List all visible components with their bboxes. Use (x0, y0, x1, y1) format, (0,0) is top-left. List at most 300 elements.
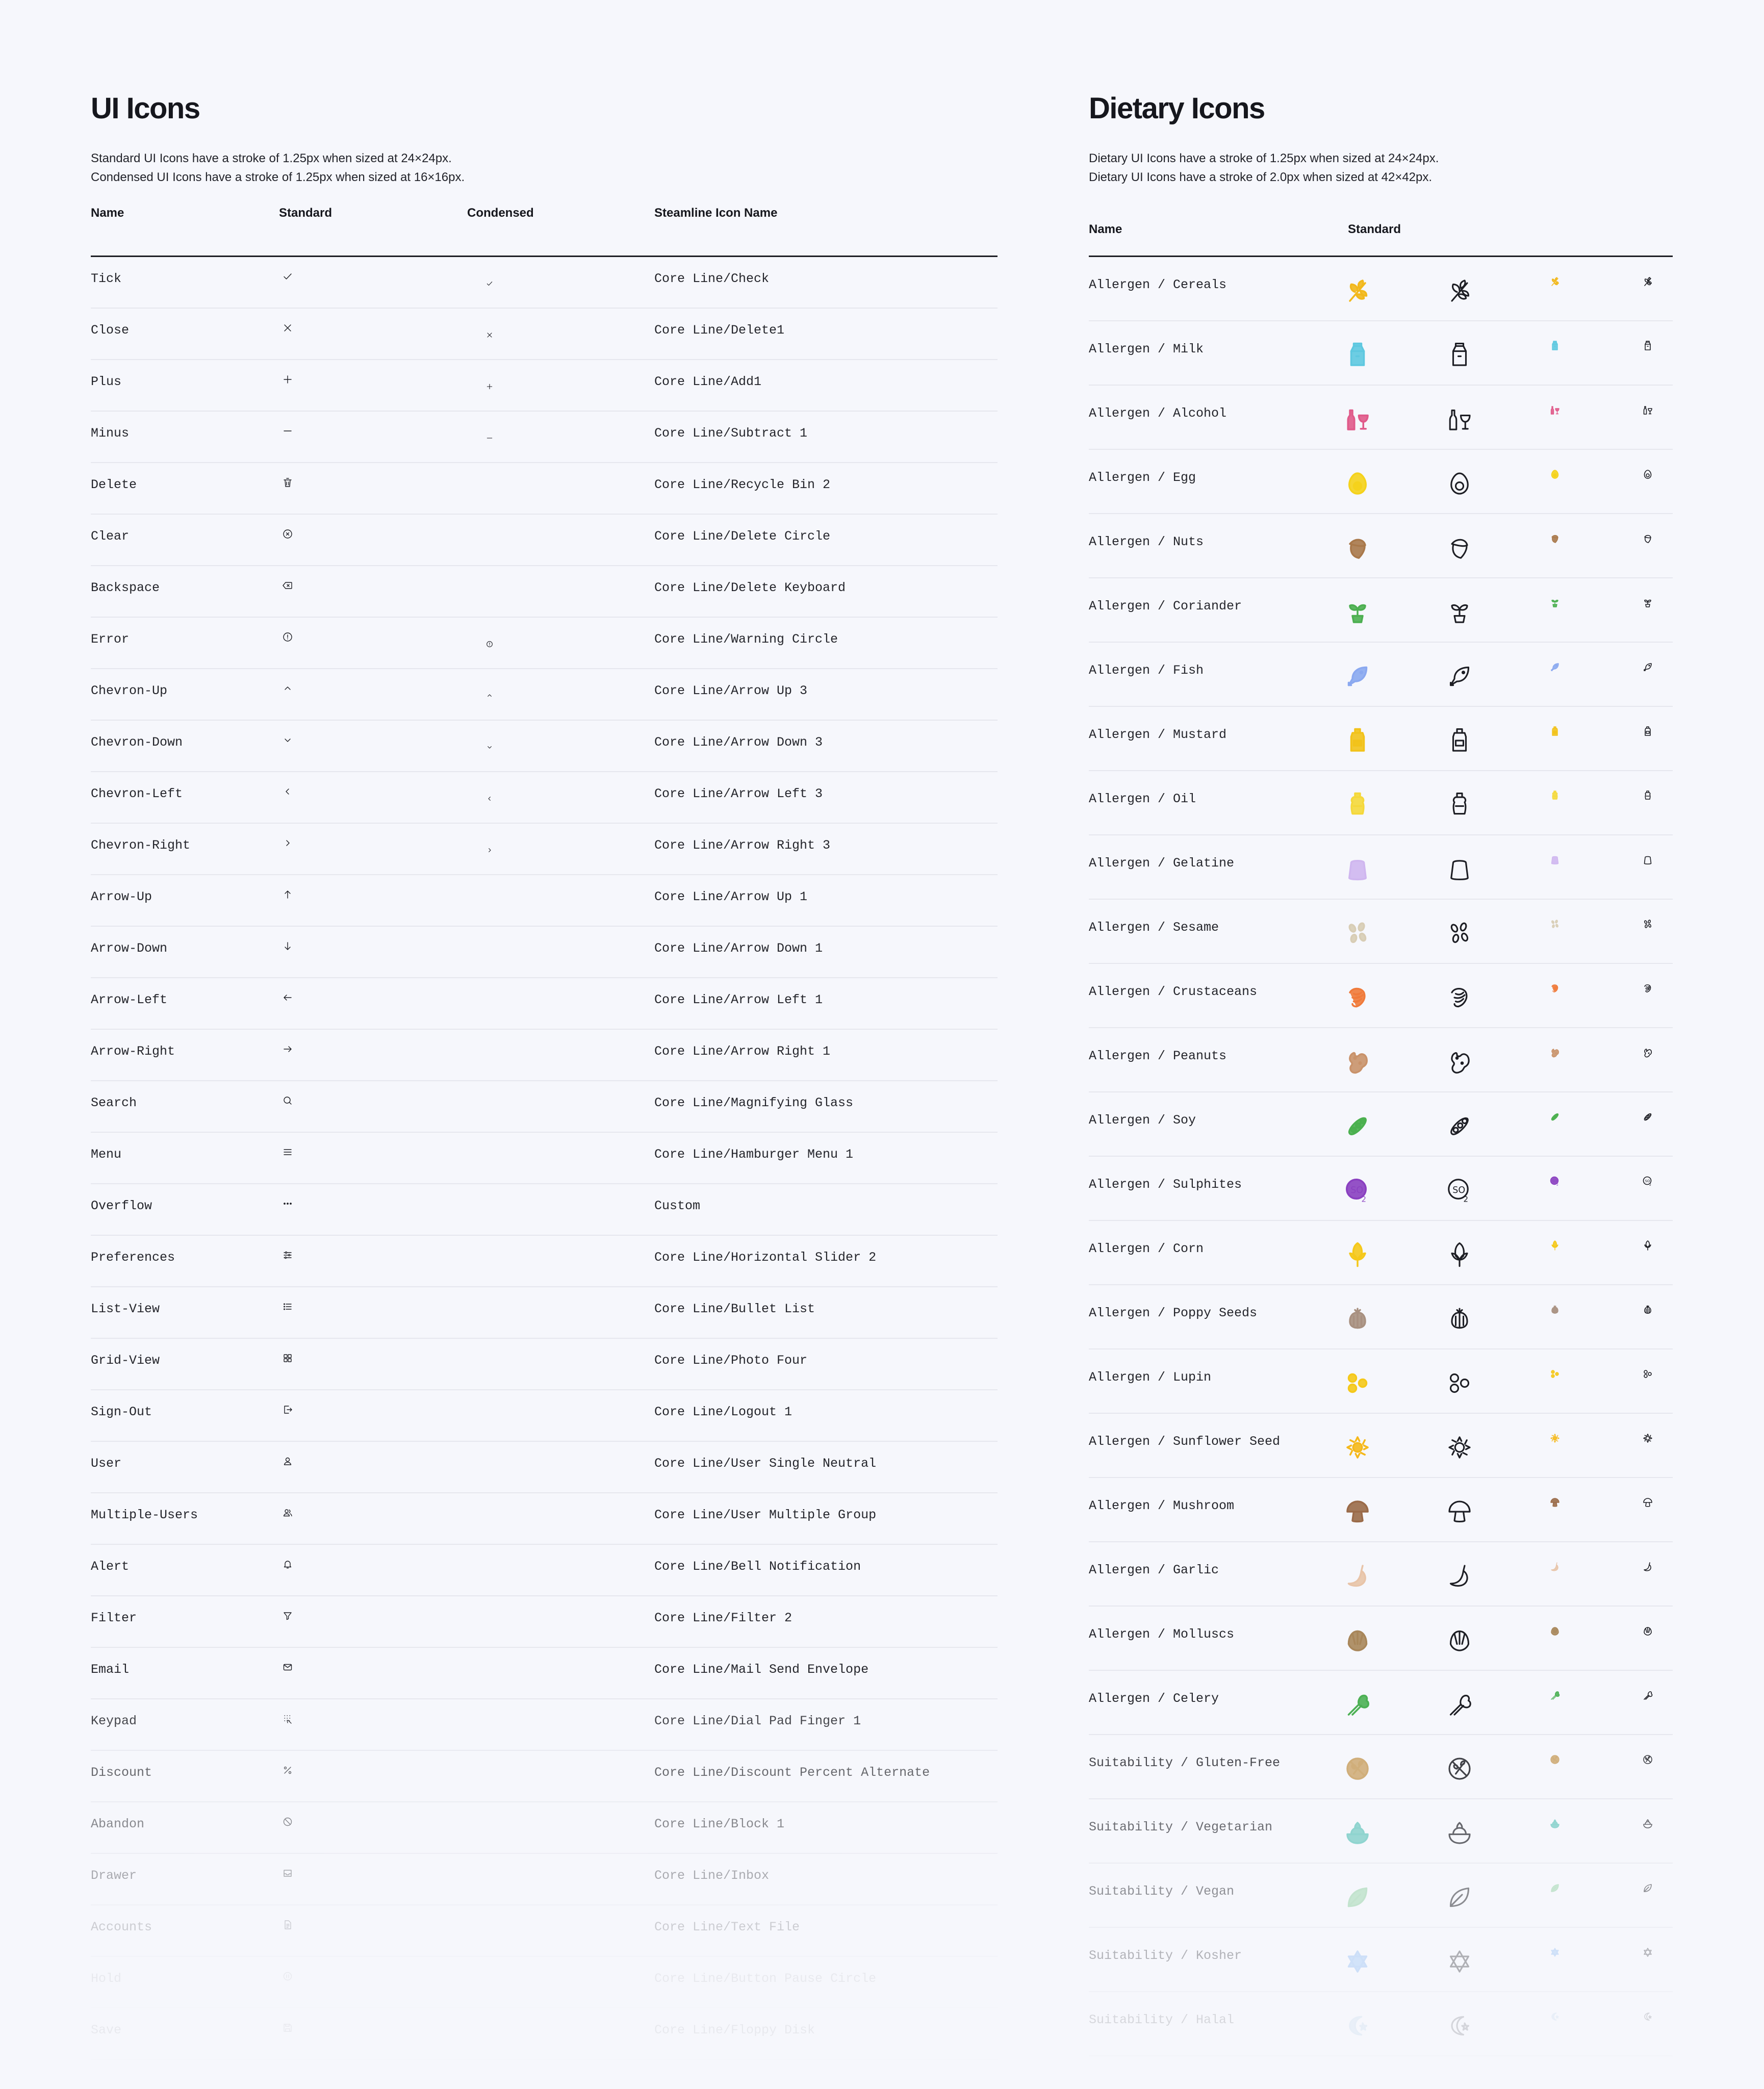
table-row (91, 1905, 998, 1957)
dietary-icons-table-body (1089, 257, 1673, 2056)
table-row (91, 2008, 998, 2060)
gluten-free-icon (1444, 1753, 1475, 1784)
soy-icon (1444, 1111, 1475, 1141)
corn-icon (1444, 1239, 1475, 1270)
crustaceans-icon (1549, 982, 1561, 995)
table-row (91, 669, 998, 721)
icon-name: Suitability / Vegan (1089, 1884, 1235, 1899)
gluten-free-icon (1342, 1753, 1373, 1784)
table-row (91, 978, 998, 1030)
icon-name: Allergen / Coriander (1089, 599, 1242, 614)
icon-name: Filter (91, 1611, 137, 1625)
vegan-icon (1342, 1882, 1373, 1913)
icon-name: Allergen / Sulphites (1089, 1177, 1242, 1192)
icon-name: Delete (91, 477, 137, 492)
steamline-icon-name: Core Line/Block 1 (654, 1817, 785, 1831)
vegetarian-icon (1444, 1818, 1475, 1848)
svg-text:SO: SO (1350, 1185, 1364, 1195)
dietary-icons-description-line: Dietary UI Icons have a stroke of 1.25px when sized at 24×24px. (1089, 151, 1439, 165)
chevron-down-icon (485, 743, 494, 751)
sesame-icon (1444, 918, 1475, 949)
nuts-icon (1549, 532, 1561, 545)
ui-icons-description-line: Condensed UI Icons have a stroke of 1.25px when sized at 16×16px. (91, 170, 465, 184)
soy-icon (1549, 1111, 1561, 1123)
icon-name: Alert (91, 1559, 130, 1574)
percent-icon (282, 1764, 294, 1776)
icon-name: Allergen / Mushroom (1089, 1498, 1235, 1513)
chevron-left-icon (282, 785, 294, 798)
table-row (91, 566, 998, 618)
check-icon (282, 270, 294, 283)
icon-name: Allergen / Soy (1089, 1113, 1196, 1128)
clear-circle-icon (282, 528, 294, 540)
icon-name: Accounts (91, 1920, 152, 1934)
filter-icon (282, 1610, 294, 1622)
halal-icon (1444, 2010, 1475, 2041)
minus-icon (485, 434, 494, 442)
steamline-icon-name: Core Line/User Multiple Group (654, 1508, 877, 1522)
table-row (91, 257, 998, 309)
garlic-icon (1342, 1561, 1373, 1591)
table-row (1089, 771, 1673, 835)
icon-name: Allergen / Milk (1089, 342, 1204, 356)
corn-icon (1549, 1239, 1561, 1252)
dietary-icons-table-header (1089, 207, 1673, 257)
keypad-icon (282, 1713, 294, 1725)
inbox-icon (282, 1867, 294, 1879)
fish-icon (1342, 661, 1373, 692)
table-row (91, 824, 998, 875)
table-row (91, 309, 998, 360)
alcohol-icon (1342, 404, 1373, 435)
column-header-steamline: Steamline Icon Name (654, 206, 778, 220)
oil-icon (1444, 789, 1475, 820)
table-row (1089, 1799, 1673, 1864)
egg-icon (1642, 468, 1654, 480)
pause-circle-icon (282, 1970, 294, 1982)
table-row (1089, 1735, 1673, 1799)
table-row (1089, 1992, 1673, 2056)
steamline-icon-name: Core Line/Magnifying Glass (654, 1096, 854, 1110)
dietary-icons-description-line: Dietary UI Icons have a stroke of 2.0px when sized at 42×42px. (1089, 170, 1433, 184)
celery-icon (1549, 1689, 1561, 1701)
icon-name: Allergen / Lupin (1089, 1370, 1212, 1385)
poppy-seeds-icon (1642, 1304, 1654, 1316)
table-row (1089, 643, 1673, 707)
icon-name: Overflow (91, 1199, 152, 1213)
vegetarian-icon (1549, 1818, 1561, 1830)
column-header-condensed: Condensed (467, 206, 534, 220)
icon-name: Grid-View (91, 1353, 160, 1368)
milk-icon (1642, 340, 1654, 352)
svg-text:2: 2 (1361, 1194, 1367, 1204)
sulphites-icon (1444, 1175, 1475, 1206)
lupin-icon (1342, 1368, 1373, 1398)
steamline-icon-name: Core Line/Recycle Bin 2 (654, 477, 831, 492)
arrow-up-icon (282, 888, 294, 901)
molluscs-icon (1444, 1625, 1475, 1655)
icon-name: Tick (91, 271, 122, 286)
nuts-icon (1642, 532, 1654, 545)
kosher-icon (1342, 1946, 1373, 1977)
sulphites-icon (1549, 1175, 1561, 1187)
table-row (1089, 1285, 1673, 1349)
mustard-icon (1549, 725, 1561, 737)
vegan-icon (1444, 1882, 1475, 1913)
poppy-seeds-icon (1549, 1304, 1561, 1316)
kosher-icon (1549, 1946, 1561, 1958)
icon-name: Hold (91, 1971, 122, 1986)
celery-icon (1342, 1689, 1373, 1720)
chevron-left-icon (485, 795, 494, 803)
table-row (91, 1751, 998, 1802)
bullet-list-icon (282, 1301, 294, 1313)
icon-name: Suitability / Vegetarian (1089, 1820, 1273, 1835)
oil-icon (1549, 789, 1561, 802)
table-row (91, 1596, 998, 1648)
gelatine-icon (1642, 854, 1654, 866)
warning-circle-icon (282, 631, 294, 643)
table-row (91, 618, 998, 669)
chevron-up-icon (485, 692, 494, 700)
lupin-icon (1642, 1368, 1654, 1380)
sliders-icon (282, 1249, 294, 1261)
ui-icons-description (91, 149, 998, 187)
gluten-free-icon (1642, 1753, 1654, 1766)
table-row (91, 463, 998, 515)
table-row (1089, 578, 1673, 643)
chevron-down-icon (282, 734, 294, 746)
steamline-icon-name: Core Line/Arrow Down 1 (654, 941, 823, 956)
icon-name: Allergen / Oil (1089, 792, 1196, 806)
coriander-icon (1549, 597, 1561, 609)
cereals-icon (1642, 275, 1654, 288)
egg-icon (1342, 468, 1373, 499)
column-header-name: Name (91, 206, 124, 220)
svg-text:SO: SO (1552, 1179, 1557, 1183)
sunflower-icon (1444, 1432, 1475, 1463)
icon-name: Arrow-Right (91, 1044, 175, 1059)
table-row (91, 1236, 998, 1287)
steamline-icon-name: Core Line/Discount Percent Alternate (654, 1765, 930, 1780)
table-row (91, 360, 998, 412)
arrow-right-icon (282, 1043, 294, 1055)
steamline-icon-name: Core Line/Filter 2 (654, 1611, 792, 1625)
sesame-icon (1549, 918, 1561, 930)
steamline-icon-name: Core Line/Arrow Left 3 (654, 786, 823, 801)
icon-name: Suitability / Gluten-Free (1089, 1755, 1281, 1770)
molluscs-icon (1642, 1625, 1654, 1637)
steamline-icon-name: Core Line/Check (654, 271, 770, 286)
poppy-seeds-icon (1444, 1304, 1475, 1334)
oil-icon (1642, 789, 1654, 802)
icon-name: Allergen / Fish (1089, 663, 1204, 678)
table-row (91, 1699, 998, 1751)
icon-name: Allergen / Peanuts (1089, 1049, 1227, 1063)
icon-name: Chevron-Down (91, 735, 183, 750)
poppy-seeds-icon (1342, 1304, 1373, 1334)
corn-icon (1342, 1239, 1373, 1270)
table-row (1089, 321, 1673, 386)
icon-name: User (91, 1456, 122, 1471)
icon-name: Allergen / Sunflower Seed (1089, 1434, 1281, 1449)
steamline-icon-name: Core Line/Inbox (654, 1868, 770, 1883)
overflow-dots-icon (282, 1198, 294, 1210)
ui-icons-title: UI Icons (91, 92, 200, 125)
table-row (91, 1493, 998, 1545)
cereals-icon (1342, 275, 1373, 306)
sunflower-icon (1342, 1432, 1373, 1463)
warning-circle-icon (485, 640, 494, 648)
icon-name: Abandon (91, 1817, 145, 1831)
table-row (91, 515, 998, 566)
icon-name: Search (91, 1096, 137, 1110)
icon-name: Plus (91, 374, 122, 389)
steamline-icon-name: Core Line/Logout 1 (654, 1405, 792, 1419)
gelatine-icon (1444, 854, 1475, 884)
crustaceans-icon (1444, 982, 1475, 1013)
close-icon (485, 331, 494, 339)
sulphites-icon (1642, 1175, 1654, 1187)
backspace-icon (282, 579, 294, 592)
table-row (91, 412, 998, 463)
icon-name: Save (91, 2023, 122, 2037)
table-row (1089, 835, 1673, 900)
nuts-icon (1342, 532, 1373, 563)
table-row (1089, 1092, 1673, 1157)
close-icon (282, 322, 294, 334)
check-icon (485, 279, 494, 288)
garlic-icon (1444, 1561, 1475, 1591)
icon-name: Allergen / Celery (1089, 1691, 1219, 1706)
icon-name: Email (91, 1662, 130, 1677)
plus-icon (485, 383, 494, 391)
icon-name: Suitability / Halal (1089, 2012, 1235, 2027)
steamline-icon-name: Core Line/User Single Neutral (654, 1456, 877, 1471)
icon-name: Allergen / Nuts (1089, 534, 1204, 549)
table-row (1089, 514, 1673, 578)
icon-name: Suitability / Kosher (1089, 1948, 1242, 1963)
column-header-name: Name (1089, 222, 1122, 236)
table-row (1089, 1671, 1673, 1735)
dietary-icons-panel (1089, 91, 1673, 2056)
sunflower-icon (1549, 1432, 1561, 1444)
lupin-icon (1444, 1368, 1475, 1398)
column-header-standard: Standard (1348, 222, 1401, 236)
table-row (91, 772, 998, 824)
halal-icon (1549, 2010, 1561, 2023)
coriander-icon (1342, 597, 1373, 627)
icon-name: Multiple-Users (91, 1508, 198, 1522)
halal-icon (1342, 2010, 1373, 2041)
icon-name: Allergen / Garlic (1089, 1563, 1219, 1577)
dietary-icons-description (1089, 149, 1673, 187)
icon-name: Chevron-Left (91, 786, 183, 801)
icon-name: Error (91, 632, 130, 647)
table-row (1089, 1542, 1673, 1607)
table-row (1089, 1157, 1673, 1221)
table-row (91, 875, 998, 927)
steamline-icon-name: Core Line/Horizontal Slider 2 (654, 1250, 877, 1265)
icon-name: Chevron-Right (91, 838, 191, 853)
dietary-icons-title: Dietary Icons (1089, 92, 1265, 125)
kosher-icon (1444, 1946, 1475, 1977)
fish-icon (1549, 661, 1561, 673)
ui-icons-description-line: Standard UI Icons have a stroke of 1.25px when sized at 24×24px. (91, 151, 452, 165)
chevron-up-icon (282, 682, 294, 695)
corn-icon (1642, 1239, 1654, 1252)
steamline-icon-name: Core Line/Warning Circle (654, 632, 838, 647)
trash-icon (282, 476, 294, 489)
steamline-icon-name: Core Line/Mail Send Envelope (654, 1662, 869, 1677)
block-icon (282, 1816, 294, 1828)
search-icon (282, 1094, 294, 1107)
steamline-icon-name: Core Line/Arrow Left 1 (654, 992, 823, 1007)
table-row (1089, 1928, 1673, 1992)
icon-name: Allergen / Sesame (1089, 920, 1219, 935)
steamline-icon-name: Core Line/Floppy Disk (654, 2023, 815, 2037)
icon-name: Allergen / Alcohol (1089, 406, 1227, 421)
celery-icon (1444, 1689, 1475, 1720)
steamline-icon-name: Core Line/Subtract 1 (654, 426, 808, 441)
icon-name: Sign-Out (91, 1405, 152, 1419)
icon-name: Allergen / Cereals (1089, 277, 1227, 292)
crustaceans-icon (1642, 982, 1654, 995)
soy-icon (1642, 1111, 1654, 1123)
ui-icons-table-body (91, 257, 998, 2060)
icon-name: Drawer (91, 1868, 137, 1883)
peanuts-icon (1549, 1047, 1561, 1059)
table-row (1089, 257, 1673, 321)
svg-text:2: 2 (1556, 1183, 1558, 1187)
table-row (1089, 964, 1673, 1028)
table-row (91, 927, 998, 978)
icon-name: Menu (91, 1147, 122, 1162)
halal-icon (1642, 2010, 1654, 2023)
steamline-icon-name: Core Line/Text File (654, 1920, 800, 1934)
icon-name: Chevron-Up (91, 683, 168, 698)
mushroom-icon (1444, 1496, 1475, 1527)
soy-icon (1342, 1111, 1373, 1141)
steamline-icon-name: Core Line/Arrow Right 1 (654, 1044, 831, 1059)
sesame-icon (1342, 918, 1373, 949)
table-row (1089, 900, 1673, 964)
vegetarian-icon (1642, 1818, 1654, 1830)
table-row (91, 1545, 998, 1596)
mushroom-icon (1549, 1496, 1561, 1509)
sunflower-icon (1642, 1432, 1654, 1444)
table-row (1089, 386, 1673, 450)
lupin-icon (1549, 1368, 1561, 1380)
coriander-icon (1642, 597, 1654, 609)
icon-name: Close (91, 323, 130, 338)
icon-name: Preferences (91, 1250, 175, 1265)
hamburger-menu-icon (282, 1146, 294, 1158)
minus-icon (282, 425, 294, 437)
crustaceans-icon (1342, 982, 1373, 1013)
logout-icon (282, 1404, 294, 1416)
table-row (91, 1802, 998, 1854)
mustard-icon (1642, 725, 1654, 737)
arrow-down-icon (282, 940, 294, 952)
icon-name: Allergen / Corn (1089, 1241, 1204, 1256)
steamline-icon-name: Core Line/Button Pause Circle (654, 1971, 877, 1986)
table-row (1089, 1221, 1673, 1285)
table-row (91, 1648, 998, 1699)
icon-name: Arrow-Left (91, 992, 168, 1007)
kosher-icon (1642, 1946, 1654, 1958)
steamline-icon-name: Core Line/Bullet List (654, 1302, 815, 1316)
table-row (91, 1184, 998, 1236)
table-row (1089, 450, 1673, 514)
fish-icon (1642, 661, 1654, 673)
garlic-icon (1642, 1561, 1654, 1573)
alcohol-icon (1549, 404, 1561, 416)
peanuts-icon (1444, 1047, 1475, 1077)
grid-icon (282, 1352, 294, 1364)
column-header-standard: Standard (279, 206, 333, 220)
steamline-icon-name: Core Line/Dial Pad Finger 1 (654, 1714, 861, 1728)
svg-text:SO: SO (1645, 1179, 1650, 1183)
table-row (1089, 1028, 1673, 1092)
peanuts-icon (1642, 1047, 1654, 1059)
svg-text:SO: SO (1452, 1185, 1466, 1195)
gelatine-icon (1549, 854, 1561, 866)
icon-name: Keypad (91, 1714, 137, 1728)
gluten-free-icon (1549, 1753, 1561, 1766)
table-row (1089, 1478, 1673, 1542)
icon-name: Allergen / Egg (1089, 470, 1196, 485)
icon-name: Discount (91, 1765, 152, 1780)
icon-name: Clear (91, 529, 130, 544)
icon-name: Minus (91, 426, 130, 441)
vegan-icon (1642, 1882, 1654, 1894)
table-row (91, 1442, 998, 1493)
table-row (1089, 1864, 1673, 1928)
plus-icon (282, 373, 294, 386)
chevron-right-icon (485, 846, 494, 854)
celery-icon (1642, 1689, 1654, 1701)
mushroom-icon (1342, 1496, 1373, 1527)
milk-icon (1444, 340, 1475, 370)
alcohol-icon (1642, 404, 1654, 416)
molluscs-icon (1549, 1625, 1561, 1637)
bell-icon (282, 1558, 294, 1570)
icon-name: Arrow-Up (91, 889, 152, 904)
molluscs-icon (1342, 1625, 1373, 1655)
garlic-icon (1549, 1561, 1561, 1573)
envelope-icon (282, 1661, 294, 1673)
steamline-icon-name: Core Line/Add1 (654, 374, 762, 389)
vegetarian-icon (1342, 1818, 1373, 1848)
milk-icon (1342, 340, 1373, 370)
user-icon (282, 1455, 294, 1467)
steamline-icon-name: Core Line/Arrow Up 1 (654, 889, 808, 904)
steamline-icon-name: Core Line/Delete1 (654, 323, 785, 338)
icon-name: Allergen / Poppy Seeds (1089, 1306, 1258, 1320)
table-row (91, 1854, 998, 1905)
icon-name: List-View (91, 1302, 160, 1316)
table-row (91, 1957, 998, 2008)
icon-name: Allergen / Crustaceans (1089, 984, 1258, 999)
table-row (1089, 1414, 1673, 1478)
table-row (91, 1030, 998, 1081)
table-row (91, 1081, 998, 1133)
ui-icons-table-header (91, 206, 998, 257)
table-row (1089, 1607, 1673, 1671)
svg-text:2: 2 (1463, 1194, 1469, 1204)
table-row (91, 721, 998, 772)
